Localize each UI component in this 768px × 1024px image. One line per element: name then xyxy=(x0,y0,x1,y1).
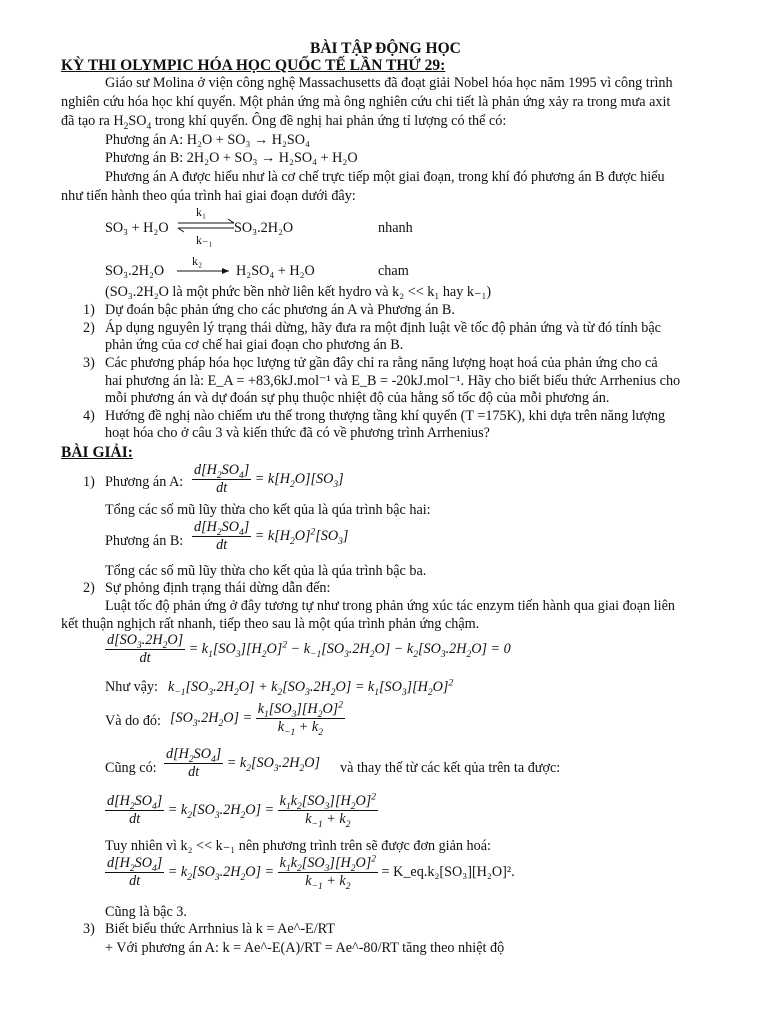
answer-line: Luật tốc độ phản ứng ở đây tương tự như trong phản ứng xúc tác enzym tiến hành qua giai đoạn liên xyxy=(105,598,675,614)
order-three-note: Cũng là bậc 3. xyxy=(105,904,187,920)
solution-heading: BÀI GIẢI: xyxy=(61,444,133,461)
document-subtitle: KỲ THI OLYMPIC HÓA HỌC QUỐC TẾ LẦN THỨ 29: xyxy=(61,57,446,74)
intro-line: nghiên cứu hóa học khí quyển. Một phản ứng mà ông nghiên cứu chi tiết là phản ứng xảy ra trong mưa axit xyxy=(61,94,671,110)
nhu-vay-label: Như vậy: xyxy=(105,679,159,695)
question-line: Hướng đề nghị nào chiếm ưu thế trong thượng tầng khí quyển (T =175K), khi dựa trên năng lượng xyxy=(105,408,666,424)
question-line: Áp dụng nguyên lý trạng thái dừng, hãy đưa ra một định luật về tốc độ phản ứng và từ đó tính bậc xyxy=(105,320,661,336)
reaction2-products: H₂SO₄ + H₂O xyxy=(236,263,315,279)
question-line: hoạt hóa cho ở câu 3 và kiến thức đã có về phương trình Arrhenius? xyxy=(105,425,490,441)
question-line: mỗi phương án và dự đoán sự phụ thuộc nhiệt độ của hằng số tốc độ của mỗi phương án. xyxy=(105,390,610,406)
question-line: Các phương pháp hóa học lượng tử gần đây chỉ ra rằng năng lượng hoạt hoá của phản ứng cho cả xyxy=(105,355,658,371)
rate-law-b: $\frac{d[H_2SO_4]}{dt}$ = $k[H_2O]^2[SO_3]$ xyxy=(194,519,349,553)
rate-law-simplified: $\frac{d[H_2SO_4]}{dt}$ = $k_2[SO_3.2H_2O]$ = $\frac{k_1k_2[SO_3][H_2O]^2}{k_{-1} + k_2}$ = K_eq.k₂[SO₃][H₂O]². xyxy=(107,854,515,892)
question-number: 4) xyxy=(83,408,95,424)
option-b-label: Phương án B: xyxy=(105,533,184,549)
forward-arrow-icon xyxy=(176,266,232,276)
document-title: BÀI TẬP ĐỘNG HỌC xyxy=(310,40,461,57)
reaction1-speed: nhanh xyxy=(378,220,413,236)
option-a-label: Phương án A: xyxy=(105,474,184,490)
rate-constant-k2: k₂ xyxy=(192,254,203,268)
steady-state-equation: $\frac{d[SO_3.2H_2O]}{dt}$ = $k_1[SO_3][H_2O]^2 - k_{-1}[SO_3.2H_2O] - k_2[SO_3.2H_2O] = 0$ xyxy=(107,632,511,666)
rate-constant-k1: k₁ xyxy=(196,205,207,219)
simplification-note: Tuy nhiên vì k₂ << k₋₁ nên phương trình trên sẽ được đơn giản hoá: xyxy=(105,838,491,854)
answer-number: 1) xyxy=(83,474,95,490)
question-line: hai phương án là: E_A = +83,6kJ.mol⁻¹ và E_B = -20kJ.mol⁻¹. Hãy cho biết biểu thức Arrhenius cho xyxy=(105,373,681,389)
balance-equation: $k_{-1}[SO_3.2H_2O] + k_2[SO_3.2H_2O] = k_1[SO_3][H_2O]^2$ xyxy=(168,678,454,698)
keq-expression: = K_eq.k₂[SO₃][H₂O]². xyxy=(381,863,515,880)
rate-law-full: $\frac{d[H_2SO_4]}{dt}$ = $k_2[SO_3.2H_2O]$ = $\frac{k_1k_2[SO_3][H_2O]^2}{k_{-1} + k_2}$ xyxy=(107,792,376,830)
reaction2-reactant: SO₃.2H₂O xyxy=(105,263,165,279)
arrhenius-line: Biết biểu thức Arrhnius là k = Ae^-E/RT xyxy=(105,921,335,937)
intro-line: như tiến hành theo qúa trình hai giai đoạn dưới đây: xyxy=(61,188,356,204)
order-note-b: Tổng các số mũ lũy thừa cho kết qủa là qúa trình bậc ba. xyxy=(105,563,427,579)
intermediate-concentration: $[SO_3.2H_2O]$ = $\frac{k_1[SO_3][H_2O]^2}{k_{-1} + k_2}$ xyxy=(170,700,343,738)
intro-line: Giáo sư Molina ở viện công nghệ Massachusetts đã đoạt giải Nobel hóa học năm 1995 vì công trình xyxy=(105,75,673,91)
intro-line: đã tạo ra $H_2SO_4$ trong khí quyển. Ông đề nghị hai phản ứng tỉ lượng có thể có: xyxy=(61,113,507,132)
rate-law-a: $\frac{d[H_2SO_4]}{dt}$ = $k[H_2O][SO_3]$ xyxy=(194,462,344,496)
answer-line: Sự phỏng định trạng thái dừng dẫn đến: xyxy=(105,580,331,596)
va-do-do-label: Và do đó: xyxy=(105,713,161,729)
answer-line: kết thuận nghịch rất nhanh, tiếp theo sau là một qúa trình phản ứng chậm. xyxy=(61,616,480,632)
product-rate: $\frac{d[H_2SO_4]}{dt}$ = $k_2[SO_3.2H_2O]$ xyxy=(166,746,321,780)
cung-co-label: Cũng có: xyxy=(105,760,157,776)
answer-number: 3) xyxy=(83,921,95,937)
order-note-a: Tổng các số mũ lũy thừa cho kết qủa là qúa trình bậc hai: xyxy=(105,502,431,518)
option-b: Phương án B: 2H₂O + SO₃ → H₂SO₄ + H₂O xyxy=(105,150,358,166)
question-line: Dự đoán bậc phản ứng cho các phương án A và Phương án B. xyxy=(105,302,455,318)
answer-number: 2) xyxy=(83,580,95,596)
option-a: Phương án A: H₂O + SO₃ → H₂SO₄ xyxy=(105,132,310,148)
question-number: 3) xyxy=(83,355,95,371)
reaction1-reactants: SO₃ + H₂O xyxy=(105,220,169,236)
intro-line: Phương án A được hiểu như là cơ chế trực tiếp một giai đoạn, trong khí đó phương án B được hiểu xyxy=(105,169,665,185)
reaction1-product: SO₃.2H₂O xyxy=(234,220,294,236)
substitution-note: và thay thế từ các kết qủa trên ta được: xyxy=(340,760,561,776)
complex-note: (SO₃.2H₂O là một phức bền nhờ liên kết hydro và k₂ << k₁ hay k₋₁) xyxy=(105,284,492,300)
question-line: phản ứng của cơ chế hai giai đoạn cho phương án B. xyxy=(105,337,404,353)
rate-constant-km1: k₋₁ xyxy=(196,233,213,247)
question-number: 2) xyxy=(83,320,95,336)
question-number: 1) xyxy=(83,302,95,318)
arrhenius-line: + Với phương án A: k = Ae^-E(A)/RT = Ae^-80/RT tăng theo nhiệt độ xyxy=(105,940,505,956)
reaction2-speed: cham xyxy=(378,263,409,279)
